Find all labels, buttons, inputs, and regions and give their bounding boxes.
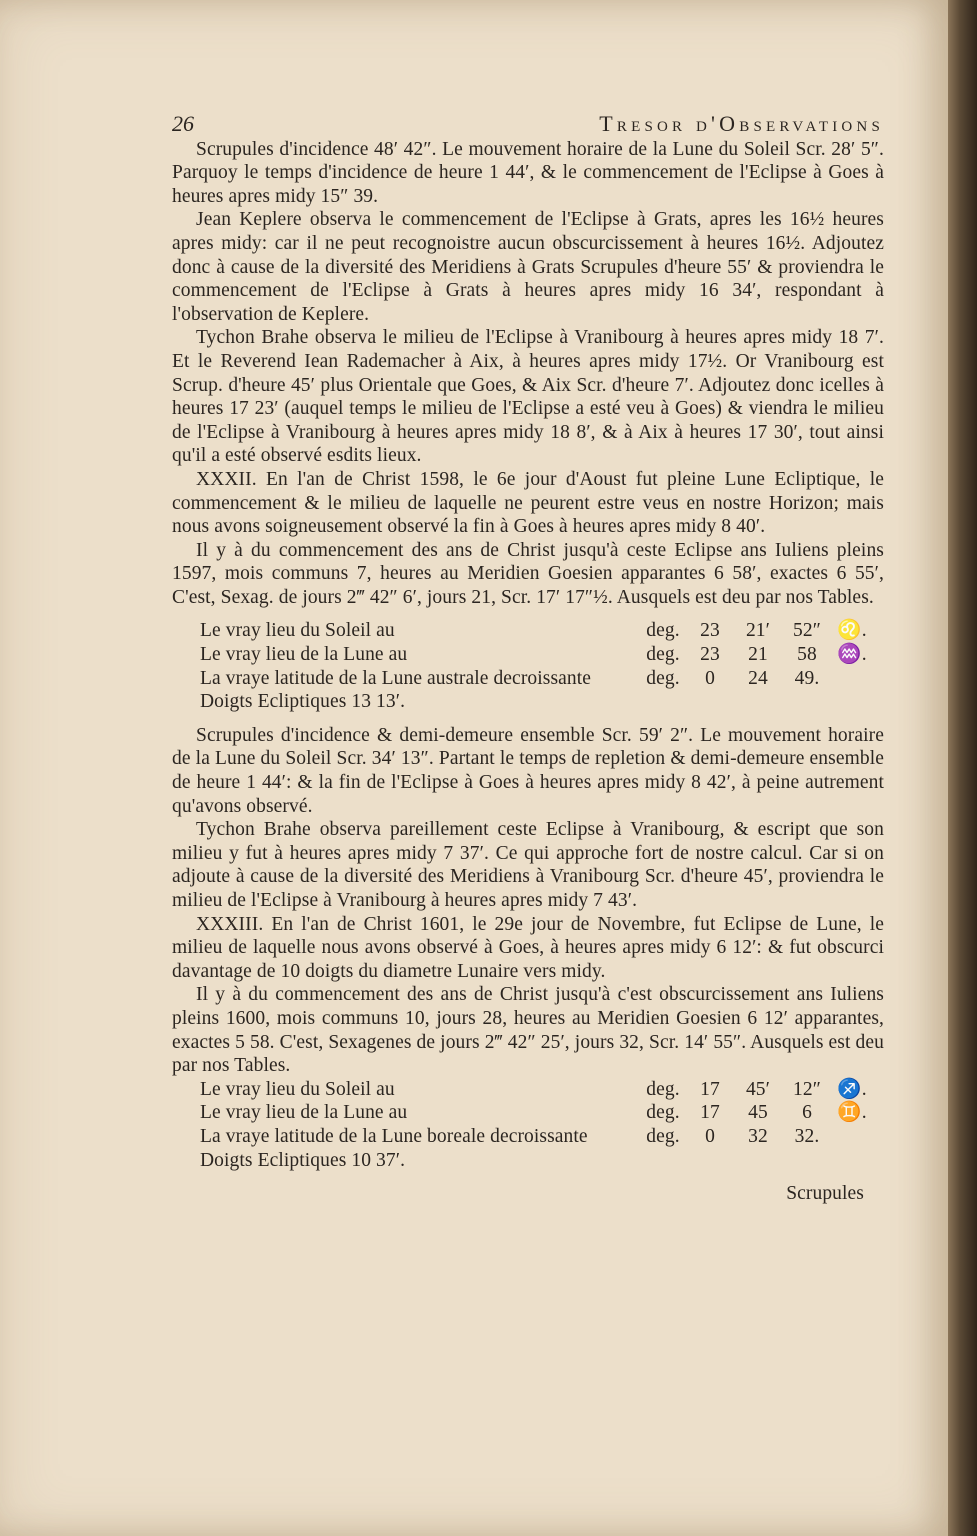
row-degrees: 0 [705, 1125, 715, 1147]
paragraph: XXXII. En l'an de Christ 1598, le 6e jour d'Aoust fut pleine Lune Ecliptique, le commencement & le milieu de laquelle ne peurent estre veus en nostre Horizon; mais nous avons soigneusement observé la fin à Goes à heures apres midy 8 40′. [172, 468, 884, 538]
paragraph: Scrupules d'incidence & demi-demeure ensemble Scr. 59′ 2″. Le mouvement horaire de la Lune du Soleil Scr. 34′ 13″. Partant le temps de repletion & demi-demeure ensemble de heure 1 44′: & la fin de l'Eclipse à Goes à heures apres midy 8 42′, à peine autrement qu'avons observé. [172, 724, 884, 817]
row-unit: deg. [646, 1078, 680, 1100]
row-label: Le vray lieu du Soleil au [200, 620, 395, 642]
page-header [172, 112, 884, 136]
row-degrees: 0 [705, 667, 715, 689]
row-label: Le vray lieu de la Lune au [200, 644, 408, 666]
row-seconds: 52″ [793, 620, 821, 642]
row-seconds: 32. [794, 1125, 820, 1147]
paragraph: Il y à du commencement des ans de Christ jusqu'à ceste Eclipse ans Iuliens pleins 1597, mois communs 7, heures au Meridien Goesien apparantes 6 58′, exactes 6 55′, C'est, Sexag. de jours 2‴ 42″ 6′, jours 21, Scr. 17′ 17″½. Ausquels est deu par nos Tables. [172, 539, 884, 608]
zodiac-sign [832, 1125, 872, 1149]
running-title: Tresor d'Observations [599, 111, 884, 136]
row-unit: deg. [646, 667, 680, 689]
row-minutes: 21′ [745, 620, 771, 642]
page-number: 26 [172, 111, 194, 136]
row-label: Le vray lieu du Soleil au [200, 1078, 395, 1100]
paragraph: Tychon Brahe observa pareillement ceste Eclipse à Vranibourg, & escript que son milieu y fut à heures apres midy 7 37′. Ce qui approche fort de nostre calcul. Car si on adjoute à cause de la diversité des Meridiens à Vranibourg Scr. d'heure 45′, proviendra le milieu de l'Eclipse à Vranibourg à heures apres midy 7 43′. [172, 819, 884, 911]
row-minutes: 32 [748, 1125, 768, 1147]
row-seconds: 12″ [793, 1078, 821, 1100]
row-degrees: 23 [700, 620, 720, 642]
row-unit: deg. [646, 644, 680, 666]
row-seconds: 49. [794, 667, 820, 689]
ecliptic-digits: Doigts Ecliptiques 13 13′. [200, 691, 406, 713]
zodiac-sign: ♒. [837, 644, 867, 666]
row-unit: deg. [646, 1125, 680, 1147]
table-row [200, 1078, 884, 1102]
row-label: Le vray lieu de la Lune au [200, 1102, 408, 1124]
table-1 [172, 619, 884, 713]
zodiac-sign: ♊. [837, 1102, 867, 1124]
table-row [200, 619, 884, 643]
row-degrees: 17 [700, 1078, 720, 1100]
row-degrees: 23 [700, 644, 720, 666]
table-2 [172, 1078, 884, 1172]
paragraph: Scrupules d'incidence 48′ 42″. Le mouvement horaire de la Lune du Soleil Scr. 28′ 5″. Parquoy le temps d'incidence de heure 1 44′, & le commencement de l'Eclipse à Goes à heures apres midy 15″ 39. [172, 138, 884, 207]
table-row [200, 643, 884, 667]
row-degrees: 17 [700, 1102, 720, 1124]
row-label: La vraye latitude de la Lune australe decroissante [200, 667, 592, 689]
table-row [200, 1101, 884, 1125]
zodiac-sign: ♐. [837, 1078, 867, 1100]
row-seconds: 6 [802, 1102, 812, 1124]
paragraph: Tychon Brahe observa le milieu de l'Eclipse à Vranibourg à heures apres midy 18 7′. Et le Reverend Iean Rademacher à Aix, à heures apres midy 17½. Or Vranibourg est Scrup. d'heure 45′ plus Orientale que Goes, & Aix Scr. d'heure 7′. Adjoutez donc icelles à heures 17 23′ (auquel temps le milieu de l'Eclipse a esté veu à Goes) & viendra le milieu de l'Eclipse à Vranibourg à heures apres midy 18 8′, & à Aix à heures 17 30′, tout ainsi qu'il a esté observé esdits lieux. [172, 327, 884, 467]
row-unit: deg. [646, 1102, 680, 1124]
row-minutes: 45′ [745, 1078, 771, 1100]
page-edge [948, 0, 977, 1536]
row-label: La vraye latitude de la Lune boreale decroissante [200, 1125, 588, 1147]
page-text [172, 112, 884, 1206]
row-minutes: 45 [748, 1102, 768, 1124]
paragraph: XXXIII. En l'an de Christ 1601, le 29e jour de Novembre, fut Eclipse de Lune, le milieu de laquelle nous avons observé à Goes, à heures apres midy 6 12′: & fut obscurci davantage de 10 doigts du diametre Lunaire vers midy. [172, 913, 884, 982]
paragraph: Il y à du commencement des ans de Christ jusqu'à c'est obscurcissement ans Iuliens pleins 1600, mois communs 10, jours 28, heures au Meridien Goesien 6 12′ apparantes, exactes 5 58. C'est, Sexagenes de jours 2‴ 42″ 25′, jours 32, Scr. 14′ 55″. Ausquels est deu par nos Tables. [172, 984, 884, 1077]
table-row [200, 1125, 884, 1149]
catchword: Scrupules [786, 1183, 864, 1205]
ecliptic-digits: Doigts Ecliptiques 10 37′. [200, 1149, 406, 1171]
zodiac-sign [832, 667, 872, 691]
row-minutes: 24 [748, 667, 768, 689]
table-row [200, 667, 884, 691]
zodiac-sign: ♌. [837, 620, 867, 642]
row-seconds: 58 [797, 644, 817, 666]
row-unit: deg. [646, 620, 680, 642]
row-minutes: 21 [748, 644, 768, 666]
paragraph: Jean Keplere observa le commencement de l'Eclipse à Grats, apres les 16½ heures apres midy: car il ne peut recognoistre aucun obscurcissement à heures 16½. Adjoutez donc à cause de la diversité des Meridiens à Grats Scrupules d'heure 55′ & proviendra le commencement de l'Eclipse à Grats à heures apres midy 16 34′, respondant à l'observation de Keplere. [172, 209, 884, 325]
